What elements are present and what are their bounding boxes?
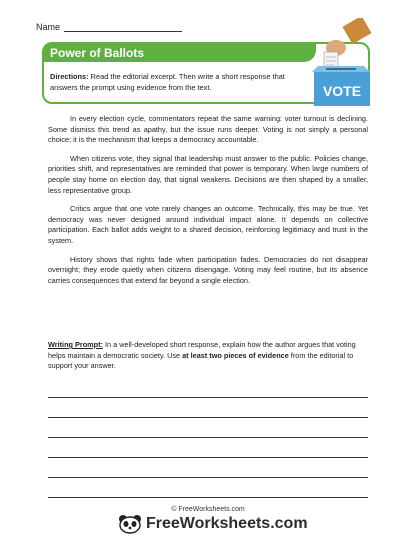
name-label: Name bbox=[36, 22, 61, 32]
prompt-text-a: In a well-developed short response, explain how the author argues that voting helps maintain a democratic society. Use bbox=[48, 340, 356, 360]
answer-lines bbox=[48, 378, 368, 498]
answer-line[interactable] bbox=[48, 478, 368, 498]
answer-line[interactable] bbox=[48, 398, 368, 418]
footer-brand: FreeWorksheets.com bbox=[146, 515, 308, 532]
answer-line[interactable] bbox=[48, 438, 368, 458]
directions-label: Directions: bbox=[50, 72, 89, 81]
directions-text: Read the editorial excerpt. Then write a short response that answers the prompt using evidence from the text. bbox=[50, 72, 285, 92]
prompt-text-b: from the editorial to support your answer. bbox=[48, 350, 354, 371]
paragraph: When citizens vote, they signal that leadership must answer to the public. Policies change, priorities shift, and representatives are reminded that power is temporary. When large numbers of people stay home on election day, that signal weakens. Decisions are then shaped by a smaller, less representative group. bbox=[48, 153, 368, 195]
ballot-box-icon bbox=[306, 18, 376, 108]
name-field bbox=[36, 22, 182, 32]
prompt-bold: at least two pieces of evidence bbox=[182, 350, 289, 360]
directions bbox=[50, 71, 312, 93]
vote-label: VOTE bbox=[322, 83, 362, 99]
worksheet-title: Power of Ballots bbox=[50, 46, 145, 60]
answer-line[interactable] bbox=[48, 418, 368, 438]
paragraph: Critics argue that one vote rarely changes an outcome. Technically, this may be true. Yet democracy was never designed around individual impact alone. It depends on collective participation. Each ballot adds weight to a shared decision, reinforcing legitimacy and trust in the system. bbox=[48, 204, 368, 245]
footer-url[interactable]: © FreeWorksheets.com bbox=[171, 506, 245, 513]
panda-icon bbox=[118, 514, 142, 534]
answer-line[interactable] bbox=[48, 378, 368, 398]
paragraph: History shows that rights fade when participation fades. Democracies do not disappear overnight; they erode quietly when citizens disengage. Voting may feel routine, but its absence carries consequences that extend far beyond a single election. bbox=[48, 254, 368, 285]
name-line[interactable] bbox=[64, 22, 182, 32]
paragraph: In every election cycle, commentators repeat the same warning: voter turnout is declining. Some dismiss this trend as apathy, but the issue runs deeper. Voting is not simply a personal choice; it is the mechanism that keeps a democracy accountable. bbox=[48, 114, 368, 145]
answer-line[interactable] bbox=[48, 458, 368, 478]
writing-prompt bbox=[48, 340, 368, 372]
editorial-text bbox=[48, 114, 368, 294]
footer-logo bbox=[118, 514, 308, 534]
prompt-label: Writing Prompt: bbox=[48, 340, 103, 349]
title-bar bbox=[44, 44, 316, 62]
